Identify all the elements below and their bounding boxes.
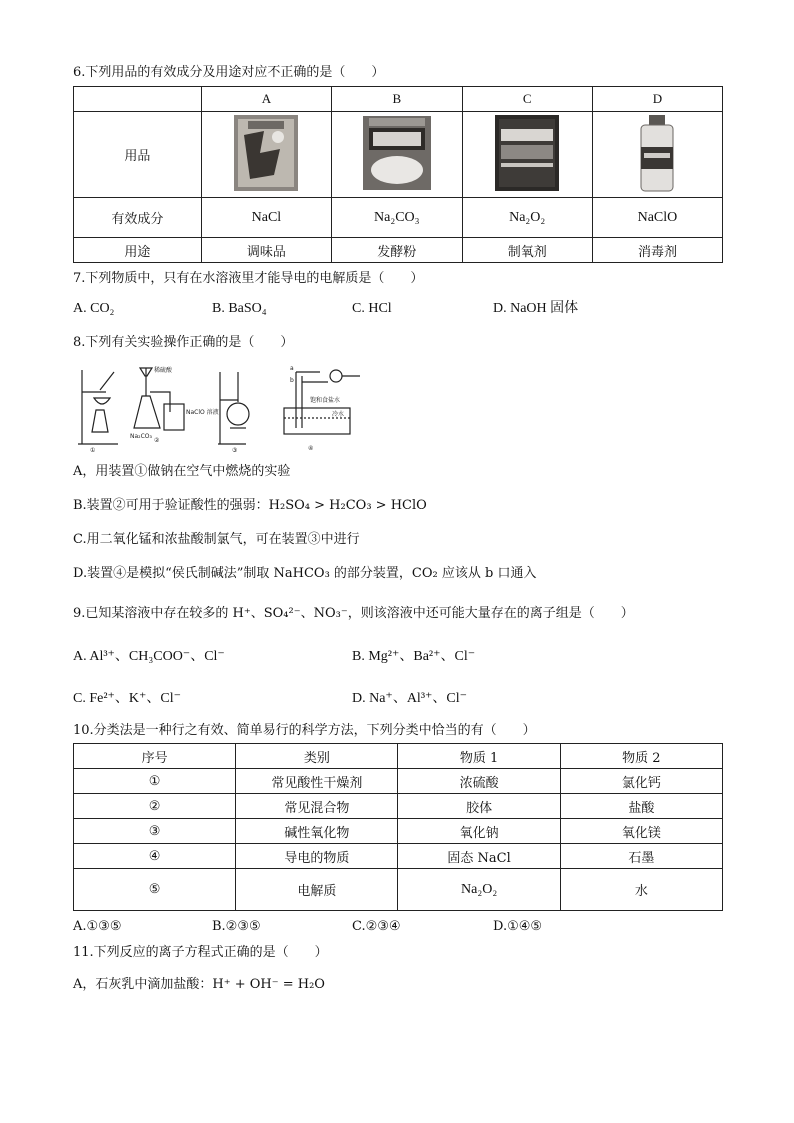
q7-option-c: C. HCl	[352, 301, 392, 316]
table-row	[74, 794, 723, 819]
q10-cell: 盐酸	[560, 794, 722, 819]
table-row	[74, 869, 723, 911]
q10-cell: ⑤	[74, 869, 236, 911]
q10-table	[73, 743, 723, 911]
fig-label-4: ④	[308, 445, 314, 452]
q11-option-a: A，石灰乳中滴加盐酸：H⁺ + OH⁻ = H₂O	[73, 977, 325, 992]
table-row	[74, 819, 723, 844]
q10-cell: 石墨	[560, 844, 722, 869]
q6-use-b: 发酵粉	[332, 238, 462, 263]
q9-option-a: A. Al³⁺、CH₃COO⁻、Cl⁻	[73, 649, 225, 664]
q10-cell: ④	[74, 844, 236, 869]
q9-option-d: D. Na⁺、Al³⁺、Cl⁻	[352, 691, 468, 706]
q10-header-category: 类别	[236, 744, 398, 769]
q10-cell: ③	[74, 819, 236, 844]
q6-ingredient-c: Na₂O₂	[462, 198, 592, 238]
q10-option-b: B.②③⑤	[212, 919, 261, 934]
fig-label-na2co3: Na₂CO₃	[130, 433, 152, 440]
q10-cell: Na₂O₂	[398, 869, 560, 911]
q10-cell: 电解质	[236, 869, 398, 911]
q10-cell: 浓硫酸	[398, 769, 560, 794]
q6-row-label-ingredient: 有效成分	[74, 198, 202, 238]
q6-use-c: 制氧剂	[462, 238, 592, 263]
q9-option-c: C. Fe²⁺、K⁺、Cl⁻	[73, 691, 182, 706]
fig-label-1: ①	[90, 447, 96, 454]
q6-product-a-cell	[201, 112, 331, 198]
table-row	[74, 844, 723, 869]
q6-ingredient-d: NaClO	[592, 198, 722, 238]
fig-label-naclo: NaClO 溶液	[186, 409, 219, 416]
q8-apparatus-figure	[70, 362, 370, 454]
salt-package-image	[230, 113, 302, 193]
sodium-peroxide-bottle-image	[489, 113, 565, 193]
q10-cell: 氧化钠	[398, 819, 560, 844]
q6-header-b: B	[332, 87, 462, 112]
q6-table	[73, 86, 723, 263]
q10-cell: ②	[74, 794, 236, 819]
q6-use-d: 消毒剂	[592, 238, 722, 263]
q10-cell: 导电的物质	[236, 844, 398, 869]
q10-cell: 胶体	[398, 794, 560, 819]
q10-cell: 常见混合物	[236, 794, 398, 819]
q6-row-label-use: 用途	[74, 238, 202, 263]
q7-stem: 7.下列物质中，只有在水溶液里才能导电的电解质是（ ）	[73, 271, 424, 286]
q10-cell: 氧化镁	[560, 819, 722, 844]
fig-label-a: a	[290, 365, 294, 372]
q10-header-substance2: 物质 2	[560, 744, 722, 769]
disinfectant-bottle-image	[635, 113, 679, 193]
q6-use-a: 调味品	[201, 238, 331, 263]
q10-cell: 水	[560, 869, 722, 911]
q9-stem: 9.已知某溶液中存在较多的 H⁺、SO₄²⁻、NO₃⁻，则该溶液中还可能大量存在的离子组是（ ）	[73, 606, 634, 621]
fig-label-brine: 饱和食盐水	[310, 397, 341, 404]
q6-header-d: D	[592, 87, 722, 112]
q8-option-b: B.装置②可用于验证酸性的强弱：H₂SO₄ > H₂CO₃ > HClO	[73, 498, 427, 513]
table-row	[74, 769, 723, 794]
q6-header-a: A	[201, 87, 331, 112]
q8-option-c: C.用二氧化锰和浓盐酸制氯气，可在装置③中进行	[73, 532, 360, 547]
q6-stem: 6.下列用品的有效成分及用途对应不正确的是（ ）	[73, 65, 385, 80]
q6-header-c: C	[462, 87, 592, 112]
q7-option-b: B. BaSO₄	[212, 301, 267, 316]
q10-header-index: 序号	[74, 744, 236, 769]
q10-cell: 氯化钙	[560, 769, 722, 794]
q8-stem: 8.下列有关实验操作正确的是（ ）	[73, 335, 294, 350]
q6-header-blank	[74, 87, 202, 112]
q6-row-label-item: 用品	[74, 112, 202, 198]
baking-soda-package-image	[359, 114, 435, 192]
q7-option-d: D. NaOH 固体	[493, 301, 579, 316]
q10-option-a: A.①③⑤	[73, 919, 122, 934]
q11-stem: 11.下列反应的离子方程式正确的是（ ）	[73, 945, 328, 960]
q10-stem: 10.分类法是一种行之有效、简单易行的科学方法，下列分类中恰当的有（ ）	[73, 723, 536, 738]
q10-cell: 常见酸性干燥剂	[236, 769, 398, 794]
q9-option-b: B. Mg²⁺、Ba²⁺、Cl⁻	[352, 649, 476, 664]
q8-option-a: A，用装置①做钠在空气中燃烧的实验	[73, 464, 291, 479]
q10-option-c: C.②③④	[352, 919, 401, 934]
q10-cell: ①	[74, 769, 236, 794]
q10-header-substance1: 物质 1	[398, 744, 560, 769]
fig-label-b: b	[290, 377, 294, 384]
fig-label-2: ②	[154, 437, 160, 444]
q6-product-b-cell	[332, 112, 462, 198]
q10-option-d: D.①④⑤	[493, 919, 543, 934]
fig-label-cold-water: 冷水	[332, 411, 345, 418]
q6-ingredient-a: NaCl	[201, 198, 331, 238]
q6-product-d-cell	[592, 112, 722, 198]
q10-cell: 固态 NaCl	[398, 844, 560, 869]
q6-ingredient-b: Na₂CO₃	[332, 198, 462, 238]
q10-cell: 碱性氧化物	[236, 819, 398, 844]
fig-label-dilute-acid: 稀硫酸	[154, 367, 173, 374]
q6-product-c-cell	[462, 112, 592, 198]
fig-label-3: ③	[232, 447, 238, 454]
q8-option-d: D.装置④是模拟“侯氏制碱法”制取 NaHCO₃ 的部分装置，CO₂ 应该从 b 口通入	[73, 566, 537, 581]
q7-option-a: A. CO₂	[73, 301, 115, 316]
